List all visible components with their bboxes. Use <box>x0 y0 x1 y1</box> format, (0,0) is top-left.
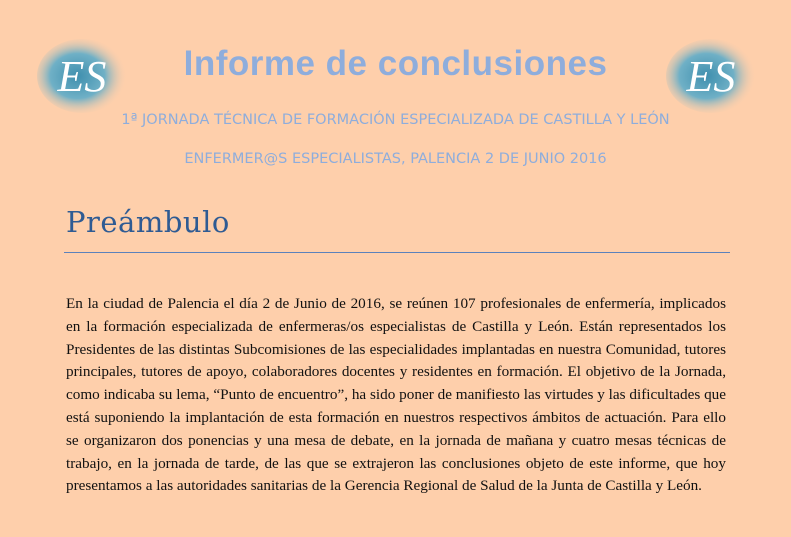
event-location-date: ENFERMER@S ESPECIALISTAS, PALENCIA 2 DE JUNIO 2016 <box>184 151 607 167</box>
event-subtitle: 1ª JORNADA TÉCNICA DE FORMACIÓN ESPECIALIZADA DE CASTILLA Y LEÓN <box>121 112 670 128</box>
section-heading: Preámbulo <box>66 205 230 239</box>
logo-text: ES <box>57 52 107 101</box>
document-title: Informe de conclusiones <box>183 44 608 83</box>
preamble-paragraph: En la ciudad de Palencia el día 2 de Junio de 2016, se reúnen 107 profesionales de enfermería, implicados en la formación especializada de enfermeras/os especialistas de Castilla y León. Están representados los Presidentes de las distintas Subcomisiones de las especialidades implantadas en nuestra Comunidad, tutores principales, tutores de apoyo, colaboradores docentes y residentes en formación. El objetivo de la Jornada, como indicaba su lema, “Punto de encuentro”, ha sido poner de manifiesto las virtudes y las dificultades que está suponiendo la implantación de esta formación en nuestros respectivos ámbitos de actuación. Para ello se organizaron dos ponencias y una mesa de debate, en la jornada de mañana y cuatro mesas técnicas de trabajo, en la jornada de tarde, de las que se extrajeron las conclusiones objeto de este informe, que hoy presentamos a las autoridades sanitarias de la Gerencia Regional de Salud de la Junta de Castilla y León. <box>66 295 726 495</box>
heading-divider <box>64 252 730 253</box>
logo-text: ES <box>686 52 736 101</box>
